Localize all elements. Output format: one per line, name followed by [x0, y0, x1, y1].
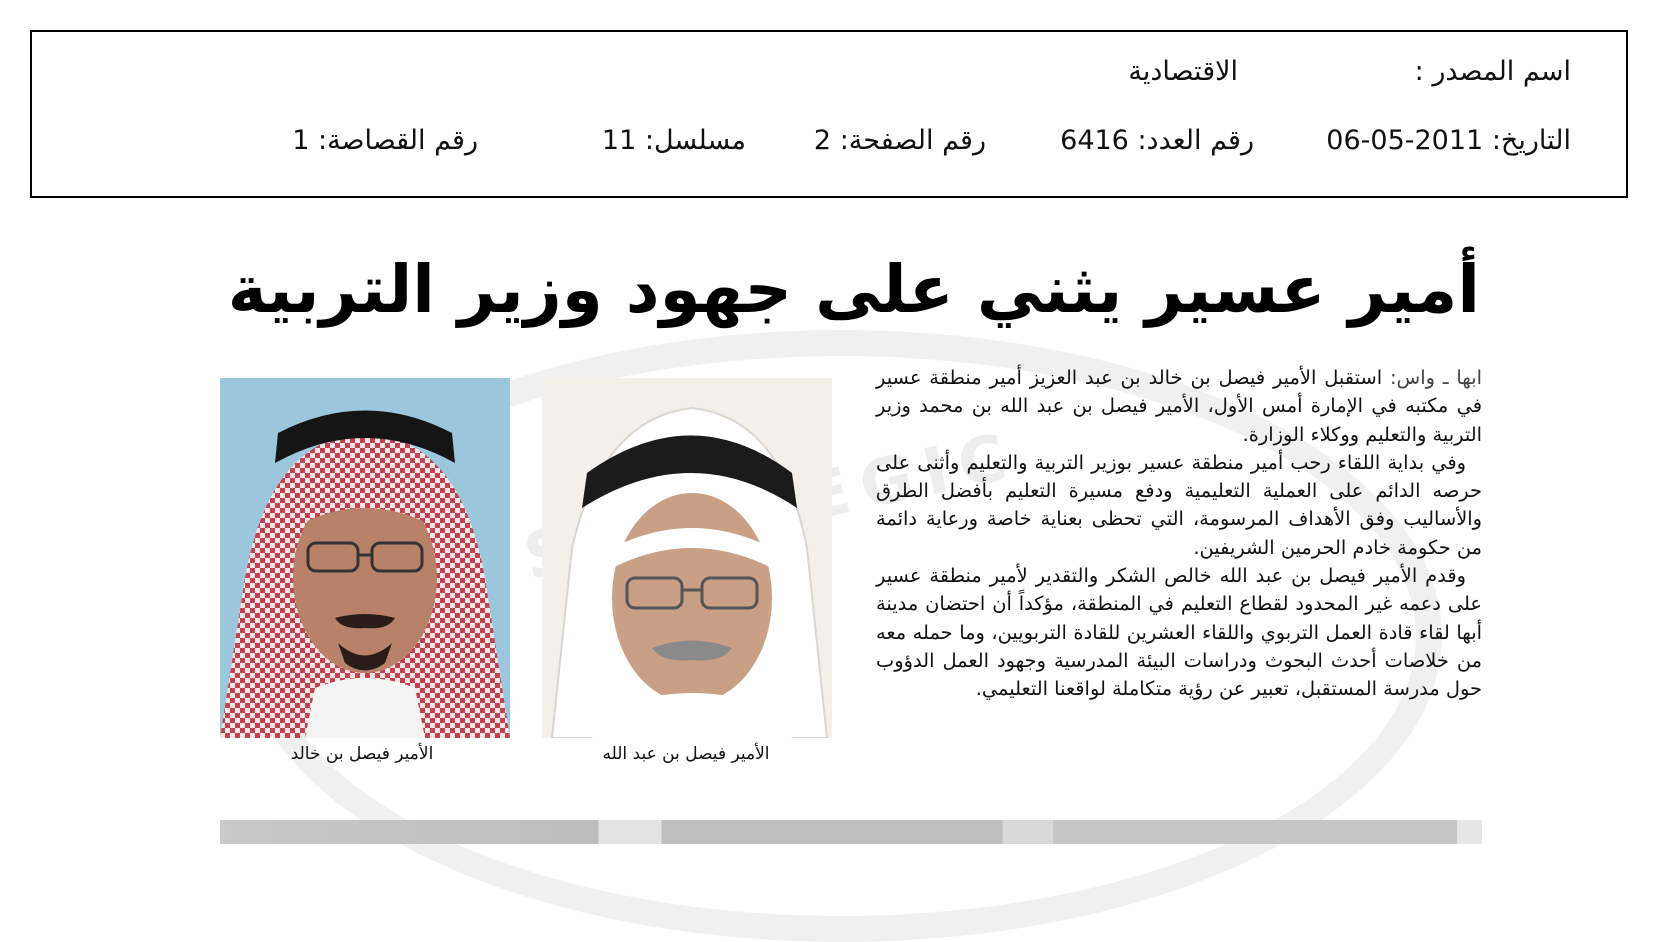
portrait-red-ghutra-image: [220, 378, 510, 738]
page-field: [814, 121, 986, 161]
serial-field: [602, 121, 746, 161]
issue-label: رقم العدد:: [1137, 125, 1254, 156]
article-paragraph-2: وفي بداية اللقاء رحب أمير منطقة عسير بوزير التربية والتعليم وأثنى على حرصه الدائم على العملية التعليمية ودفع مسيرة التعليم بأفضل الطرق والأساليب وفق الأهداف المرسومة، التي تحظى بعناية خاصة ورعاية دائمة من حكومة خادم الحرمين الشريفين.: [876, 450, 1482, 559]
source-row: [32, 52, 1626, 92]
page-label: رقم الصفحة:: [839, 125, 986, 156]
date-value: 2011-05-06: [1326, 125, 1484, 156]
clip-label: رقم القصاصة:: [317, 125, 478, 156]
article-headline: أمير عسير يثني على جهود وزير التربية: [227, 251, 1480, 328]
bottom-divider-bar: [220, 820, 1482, 844]
article-paragraph-3: وقدم الأمير فيصل بن عبد الله خالص الشكر والتقدير لأمير منطقة عسير على دعمه غير المحدود لقطاع التعليم في المنطقة، مؤكداً أن احتضان مدينة أبها لقاء قادة العمل التربوي واللقاء العشرين للقادة التربويين، وما حمله معه من خلاصات أحدث البحوث ودراسات البيئة المدرسية وجهود العمل الدؤوب حول مدرسة المستقبل، تعبير عن رؤية متكاملة لواقعنا التعليمي.: [876, 564, 1482, 701]
clip-value: 1: [292, 125, 310, 156]
portrait-white-ghutra-image: [542, 378, 832, 738]
clip-info-row: [32, 121, 1626, 161]
article-dateline: ابها ـ واس:: [1389, 366, 1483, 389]
article-body: [876, 364, 1482, 704]
page-value: 2: [813, 125, 832, 156]
paragraph-1-text: استقبل الأمير فيصل بن خالد بن عبد العزيز أمير منطقة عسير في مكتبه في الإمارة أمس الأول، الأمير فيصل بن عبد الله بن محمد وزير التربية والتعليم ووكلاء الوزارة.: [876, 366, 1482, 446]
article-paragraph-1: [876, 364, 1482, 449]
clip-field: [292, 121, 478, 161]
date-label: التاريخ:: [1491, 125, 1571, 156]
serial-label: مسلسل:: [644, 125, 746, 156]
caption-right-photo: الأمير فيصل بن عبد الله: [602, 744, 770, 764]
clipping-metadata-box: [30, 30, 1628, 198]
serial-value: 11: [601, 125, 637, 156]
source-value: الاقتصادية: [1128, 56, 1238, 87]
source-label: اسم المصدر :: [1414, 56, 1571, 87]
issue-value: 6416: [1060, 125, 1129, 156]
date-field: [1326, 121, 1571, 161]
photo-faisal-bin-abdullah: [542, 378, 832, 738]
issue-field: [1060, 121, 1254, 161]
photo-faisal-bin-khalid: [220, 378, 510, 738]
caption-left-photo: الأمير فيصل بن خالد: [290, 744, 434, 764]
